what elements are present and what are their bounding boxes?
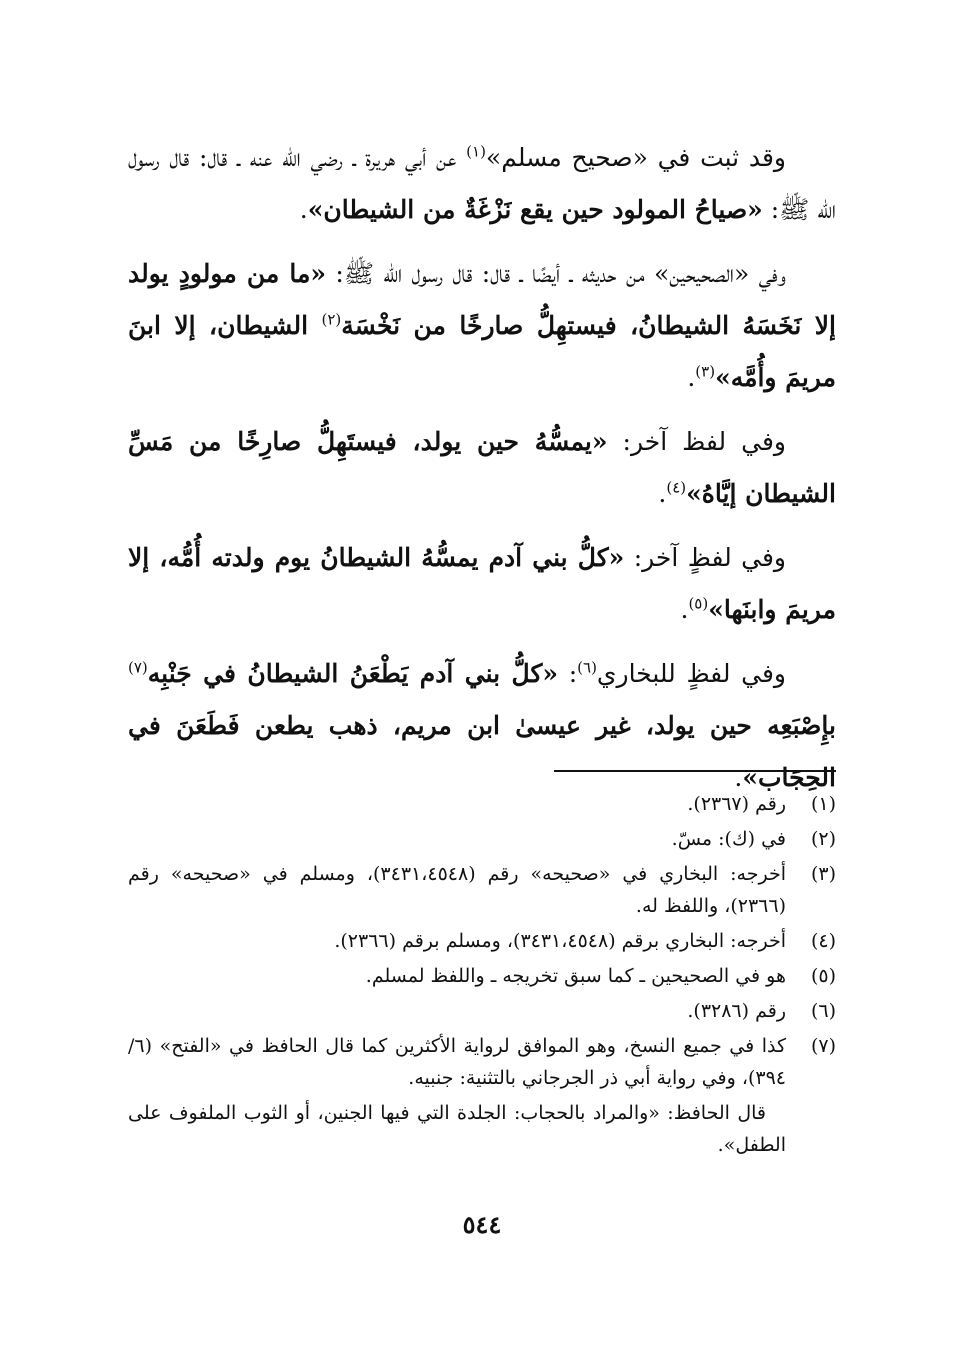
- paragraph-3: [128, 416, 836, 520]
- footnote-separator: [554, 770, 836, 772]
- hadith-quote: «كلُّ بني آدم يَطْعَنُ الشيطانُ في جَنْبِه: [147, 659, 559, 688]
- paragraph-text: :: [558, 659, 578, 688]
- paragraph-5: [128, 648, 836, 804]
- footnote-text: رقم (٢٣٦٧).: [687, 793, 786, 815]
- footnote-number: (٧): [810, 1035, 836, 1057]
- paragraph-end: .: [734, 763, 743, 792]
- footnote-number: (٢): [810, 828, 836, 850]
- footnotes: [128, 788, 836, 1161]
- footnote-number: (٦): [810, 1000, 836, 1022]
- hadith-quote: بإِصْبَعِه حين يولد، غير عيسىٰ ابن مريم، ذهب يطعن فَطَعَنَ في الحِجَاب»: [128, 711, 836, 792]
- footnote-6: [128, 995, 836, 1027]
- footnote-5: [128, 960, 836, 992]
- paragraph-end: .: [680, 595, 689, 624]
- footnote-ref: (٣): [695, 362, 716, 381]
- paragraph-text: عن أبي هريرة ـ رضي الله عنه ـ قال: قال رسول الله ﷺ:: [128, 143, 836, 224]
- paragraph-text: وقد ثبت في «صحيح مسلم»: [485, 143, 786, 172]
- footnote-ref: (٢): [321, 310, 342, 329]
- footnote-ref: (٧): [128, 658, 148, 677]
- footnote-1: [128, 788, 836, 820]
- hadith-quote: «يمسُّهُ حين يولد، فيستَهِلُّ صارِخًا من مَسِّ الشيطان إيَّاهُ»: [128, 427, 836, 508]
- paragraph-end: .: [687, 363, 696, 392]
- main-text: [128, 132, 836, 816]
- paragraph-end: .: [658, 479, 667, 508]
- paragraph-text: وفي «الصحيحين» من حديثه ـ أيضًا ـ قال: قال رسول الله ﷺ:: [326, 259, 786, 288]
- hadith-quote: «ما من مولودٍ يولد إلا نَخَسَهُ الشيطانُ، فيستهِلُّ صارخًا من نَخْسَة: [128, 259, 836, 340]
- footnote-text: أخرجه: البخاري في «صحيحه» رقم (٣٤٣١،٤٥٤٨)، ومسلم في «صحيحه» رقم (٢٣٦٦)، واللفظ له.: [128, 863, 786, 917]
- footnote-text: كذا في جميع النسخ، وهو الموافق لرواية الأكثرين كما قال الحافظ في «الفتح» (٦/ ٣٩٤)، وفي رواية أبي ذر الجرجاني بالتثنية: جنبيه.: [128, 1035, 786, 1089]
- footnote-text: هو في الصحيحين ـ كما سبق تخريجه ـ واللفظ لمسلم.: [365, 965, 786, 987]
- footnote-3: [128, 858, 836, 922]
- paragraph-text: وفي لفظٍ آخر:: [624, 543, 786, 572]
- footnote-ref: (٤): [666, 478, 687, 497]
- paragraph-text: وفي لفظٍ للبخاري: [596, 659, 786, 688]
- paragraph-text: وفي لفظ آخر:: [607, 427, 787, 456]
- footnote-text: في (ك): مسّ.: [671, 828, 786, 850]
- hadith-quote: الشيطان، إلا ابنَ مريمَ وأُمَّه»: [128, 311, 836, 392]
- paragraph-1: [128, 132, 836, 236]
- footnote-4: [128, 925, 836, 957]
- footnote-text: رقم (٣٢٨٦).: [687, 1000, 786, 1022]
- paragraph-4: [128, 532, 836, 636]
- paragraph-2: [128, 248, 836, 404]
- footnote-text: أخرجه: البخاري برقم (٣٤٣١،٤٥٤٨)، ومسلم برقم (٢٣٦٦).: [334, 930, 786, 952]
- hadith-quote: «صياحُ المولود حين يقع نَزْغَةٌ من الشيطان»: [307, 195, 763, 224]
- footnote-ref: (١): [466, 142, 486, 161]
- footnote-ref: (٦): [577, 658, 597, 677]
- footnote-number: (٥): [810, 965, 836, 987]
- footnote-number: (٣): [810, 863, 836, 885]
- footnote-2: [128, 823, 836, 855]
- page-number: ٥٤٤: [462, 1210, 502, 1239]
- footnote-number: (١): [810, 793, 836, 815]
- hadith-quote: «كلُّ بني آدم يمسُّهُ الشيطانُ يوم ولدته أُمُّه، إلا مريمَ وابنَها»: [128, 543, 836, 624]
- footnote-ref: (٥): [688, 594, 709, 613]
- footnote-number: (٤): [810, 930, 836, 952]
- footnote-7: [128, 1030, 836, 1094]
- footnote-7-continuation: قال الحافظ: «والمراد بالحجاب: الجلدة التي فيها الجنين، أو الثوب الملفوف على الطفل».: [128, 1102, 786, 1156]
- paragraph-end: .: [299, 195, 308, 224]
